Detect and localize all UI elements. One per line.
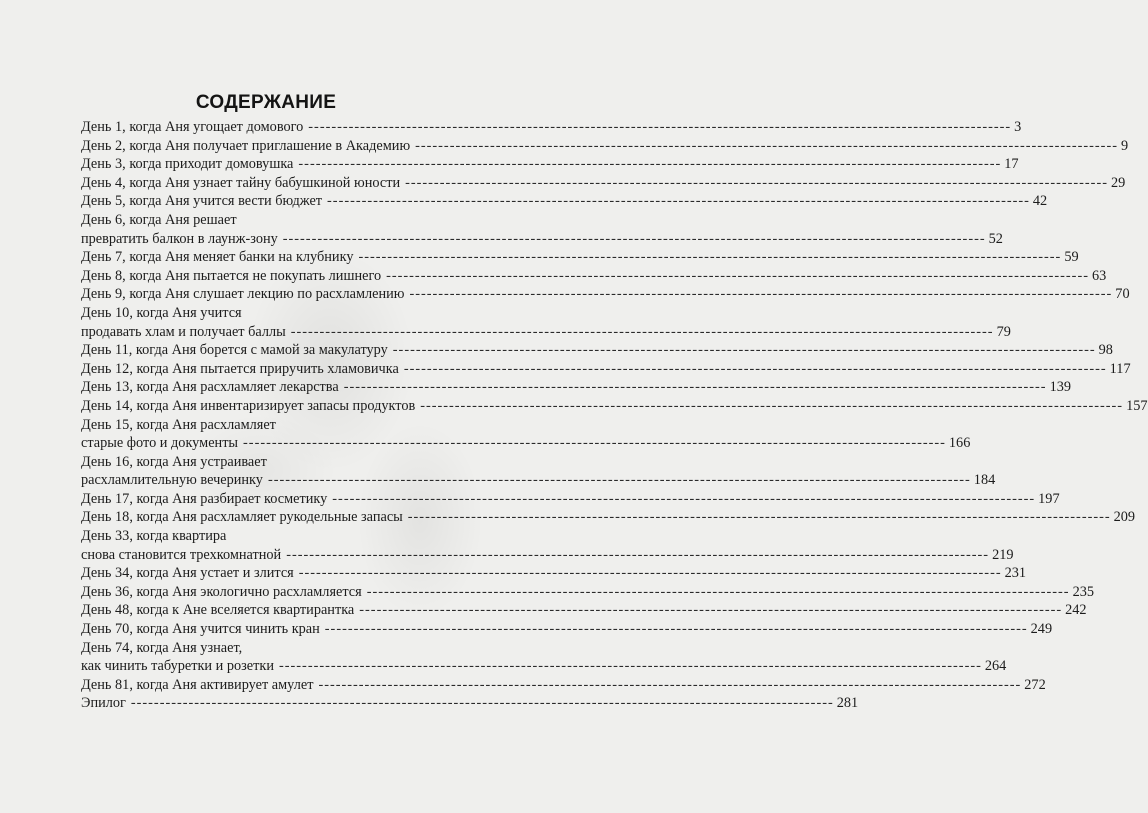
toc-entry-title: День 12, когда Аня пытается приручить хламовичка [81, 360, 399, 377]
toc-entry [81, 174, 1126, 193]
toc-entry-title: День 8, когда Аня пытается не покупать лишнего [81, 267, 382, 284]
toc-entry-title: как чинить табуретки и розетки [81, 658, 275, 675]
toc-page-number: 249 [1030, 621, 1053, 638]
dot-leader: -------------------------------------------------------------------------------------------------------------------------- [130, 695, 834, 712]
toc-entry-row [81, 657, 1007, 676]
toc-page-number: 197 [1038, 490, 1060, 507]
toc-entry-row [81, 174, 1126, 193]
toc-entry [81, 137, 1129, 156]
toc-entry [81, 341, 1113, 360]
toc-entry-title: расхламлительную вечеринку [81, 472, 263, 489]
dot-leader: -------------------------------------------------------------------------------------------------------------------------- [409, 286, 1113, 303]
toc-entry-row [81, 546, 1014, 565]
toc-entry-row [81, 490, 1060, 509]
dot-leader: -------------------------------------------------------------------------------------------------------------------------- [298, 156, 1002, 173]
toc-entry-row [81, 397, 1148, 416]
dot-leader: -------------------------------------------------------------------------------------------------------------------------- [420, 397, 1124, 414]
dot-leader: -------------------------------------------------------------------------------------------------------------------------- [267, 472, 971, 489]
toc-page-number: 166 [948, 435, 971, 452]
toc-entry-row [81, 155, 1019, 174]
toc-entry-row [81, 583, 1095, 602]
toc-entry-row [81, 471, 996, 490]
toc-page-number: 139 [1049, 379, 1072, 396]
toc-page-number: 117 [1109, 360, 1131, 377]
toc-entry [81, 416, 971, 453]
toc-entry [81, 397, 1148, 416]
toc-entry [81, 639, 1007, 676]
toc-entry-title: День 70, когда Аня учится чинить кран [81, 621, 320, 638]
toc-entry [81, 360, 1131, 379]
toc-entry-row [81, 285, 1130, 304]
toc-entry [81, 676, 1046, 695]
toc-page-number: 264 [984, 658, 1007, 675]
toc-entry-title: День 3, когда приходит домовушка [81, 156, 294, 173]
toc-page-number: 209 [1113, 509, 1136, 526]
dot-leader: -------------------------------------------------------------------------------------------------------------------------- [279, 658, 982, 675]
toc-page-number: 9 [1120, 137, 1129, 154]
toc-entry [81, 583, 1095, 602]
dot-leader: -------------------------------------------------------------------------------------------------------------------------- [324, 621, 1028, 638]
toc-entry [81, 285, 1130, 304]
toc-entry [81, 304, 1011, 341]
toc-entry-title: продавать хлам и получает баллы [81, 323, 286, 340]
toc-page-number: 70 [1115, 286, 1130, 303]
toc-entry [81, 453, 996, 490]
toc-entry-row [81, 378, 1072, 397]
toc-entry-title: День 5, когда Аня учится вести бюджет [81, 193, 323, 210]
dot-leader: -------------------------------------------------------------------------------------------------------------------------- [366, 583, 1070, 600]
table-of-contents [81, 118, 1148, 713]
toc-entry [81, 694, 859, 713]
dot-leader: -------------------------------------------------------------------------------------------------------------------------- [243, 435, 946, 452]
toc-entry-row [81, 118, 1022, 137]
dot-leader: -------------------------------------------------------------------------------------------------------------------------- [343, 379, 1047, 396]
toc-entry-row [81, 360, 1131, 379]
dot-leader: -------------------------------------------------------------------------------------------------------------------------- [298, 565, 1002, 582]
dot-leader: -------------------------------------------------------------------------------------------------------------------------- [415, 137, 1118, 154]
toc-entry [81, 601, 1087, 620]
toc-page-number: 272 [1024, 676, 1046, 693]
toc-entry-title: День 18, когда Аня расхламляет рукодельные запасы [81, 509, 403, 526]
toc-page-number: 79 [996, 323, 1011, 340]
toc-entry-title-line: День 74, когда Аня узнает, [81, 639, 243, 656]
dot-leader: -------------------------------------------------------------------------------------------------------------------------- [327, 193, 1030, 210]
toc-entry-title: День 14, когда Аня инвентаризирует запасы продуктов [81, 397, 416, 414]
toc-page-number: 42 [1032, 193, 1048, 210]
toc-page-number: 98 [1098, 342, 1113, 359]
toc-entry-row [81, 323, 1011, 342]
toc-page-number: 59 [1064, 249, 1079, 266]
toc-entry-title: День 11, когда Аня борется с мамой за макулатуру [81, 342, 388, 359]
toc-page-number: 184 [973, 472, 996, 489]
toc-page-number: 235 [1072, 583, 1095, 600]
toc-entry-row [81, 230, 1003, 249]
toc-entry-row [81, 248, 1079, 267]
toc-entry-title: День 7, когда Аня меняет банки на клубнику [81, 249, 354, 266]
dot-leader: -------------------------------------------------------------------------------------------------------------------------- [386, 267, 1089, 284]
dot-leader: -------------------------------------------------------------------------------------------------------------------------- [318, 676, 1022, 693]
dot-leader: -------------------------------------------------------------------------------------------------------------------------- [392, 342, 1096, 359]
toc-entry-title: превратить балкон в лаунж-зону [81, 230, 278, 247]
toc-entry [81, 490, 1060, 509]
dot-leader: -------------------------------------------------------------------------------------------------------------------------- [407, 509, 1111, 526]
toc-entry [81, 378, 1072, 397]
toc-entry [81, 155, 1019, 174]
toc-entry-row [81, 564, 1027, 583]
toc-entry-row [81, 137, 1129, 156]
toc-entry-title-line: День 6, когда Аня решает [81, 211, 237, 228]
toc-entry-row [81, 620, 1053, 639]
toc-entry [81, 192, 1048, 211]
toc-page-number: 157 [1126, 397, 1148, 414]
toc-entry-row [81, 676, 1046, 695]
toc-entry [81, 118, 1022, 137]
toc-entry-title: снова становится трехкомнатной [81, 546, 282, 563]
toc-entry [81, 211, 1003, 248]
toc-page-number: 52 [988, 230, 1003, 247]
toc-entry [81, 248, 1079, 267]
dot-leader: -------------------------------------------------------------------------------------------------------------------------- [308, 119, 1012, 135]
toc-entry [81, 508, 1136, 527]
toc-entry-title-line: День 15, когда Аня расхламляет [81, 416, 276, 433]
toc-entry-title: День 13, когда Аня расхламляет лекарства [81, 379, 339, 396]
toc-entry [81, 564, 1027, 583]
toc-entry-row [81, 434, 971, 453]
page-title: СОДЕРЖАНИЕ [195, 92, 337, 113]
toc-entry-title: День 1, когда Аня угощает домового [81, 119, 304, 135]
toc-entry-row [81, 267, 1107, 286]
toc-page-number: 29 [1110, 174, 1126, 191]
toc-page-number: 17 [1004, 156, 1019, 173]
toc-entry [81, 527, 1014, 564]
dot-leader: -------------------------------------------------------------------------------------------------------------------------- [286, 546, 990, 563]
dot-leader: -------------------------------------------------------------------------------------------------------------------------- [358, 249, 1062, 266]
toc-entry-row [81, 341, 1113, 360]
toc-entry-row [81, 694, 859, 713]
toc-entry-title: День 48, когда к Ане вселяется квартирантка [81, 602, 355, 619]
toc-entry-title: День 34, когда Аня устает и злится [81, 565, 294, 582]
toc-page-number: 231 [1004, 565, 1027, 582]
toc-page-number: 281 [836, 695, 859, 712]
dot-leader: -------------------------------------------------------------------------------------------------------------------------- [359, 602, 1063, 619]
toc-entry [81, 620, 1053, 639]
toc-entry-title: День 4, когда Аня узнает тайну бабушкиной юности [81, 174, 401, 191]
toc-entry-title-line: День 16, когда Аня устраивает [81, 453, 267, 470]
toc-entry-title: День 36, когда Аня экологично расхламляется [81, 583, 362, 600]
toc-page-number: 3 [1014, 119, 1022, 135]
toc-entry-title: День 9, когда Аня слушает лекцию по расхламлению [81, 286, 405, 303]
toc-entry-row [81, 508, 1136, 527]
toc-entry-title-line: День 10, когда Аня учится [81, 304, 242, 321]
toc-entry-title: День 17, когда Аня разбирает косметику [81, 490, 328, 507]
toc-entry-title: День 2, когда Аня получает приглашение в Академию [81, 137, 411, 154]
dot-leader: -------------------------------------------------------------------------------------------------------------------------- [332, 490, 1036, 507]
toc-entry [81, 267, 1107, 286]
toc-entry-title: старые фото и документы [81, 435, 239, 452]
toc-entry-title: День 81, когда Аня активирует амулет [81, 676, 314, 693]
toc-entry-row [81, 601, 1087, 620]
toc-entry-title: Эпилог [81, 695, 126, 712]
dot-leader: -------------------------------------------------------------------------------------------------------------------------- [290, 323, 994, 340]
dot-leader: -------------------------------------------------------------------------------------------------------------------------- [403, 360, 1107, 377]
toc-page-number: 219 [992, 546, 1014, 563]
dot-leader: -------------------------------------------------------------------------------------------------------------------------- [405, 174, 1108, 191]
toc-page-number: 242 [1065, 602, 1087, 619]
toc-page-number: 63 [1091, 267, 1107, 284]
toc-entry-row [81, 192, 1048, 211]
dot-leader: -------------------------------------------------------------------------------------------------------------------------- [282, 230, 986, 247]
toc-entry-title-line: День 33, когда квартира [81, 528, 227, 545]
